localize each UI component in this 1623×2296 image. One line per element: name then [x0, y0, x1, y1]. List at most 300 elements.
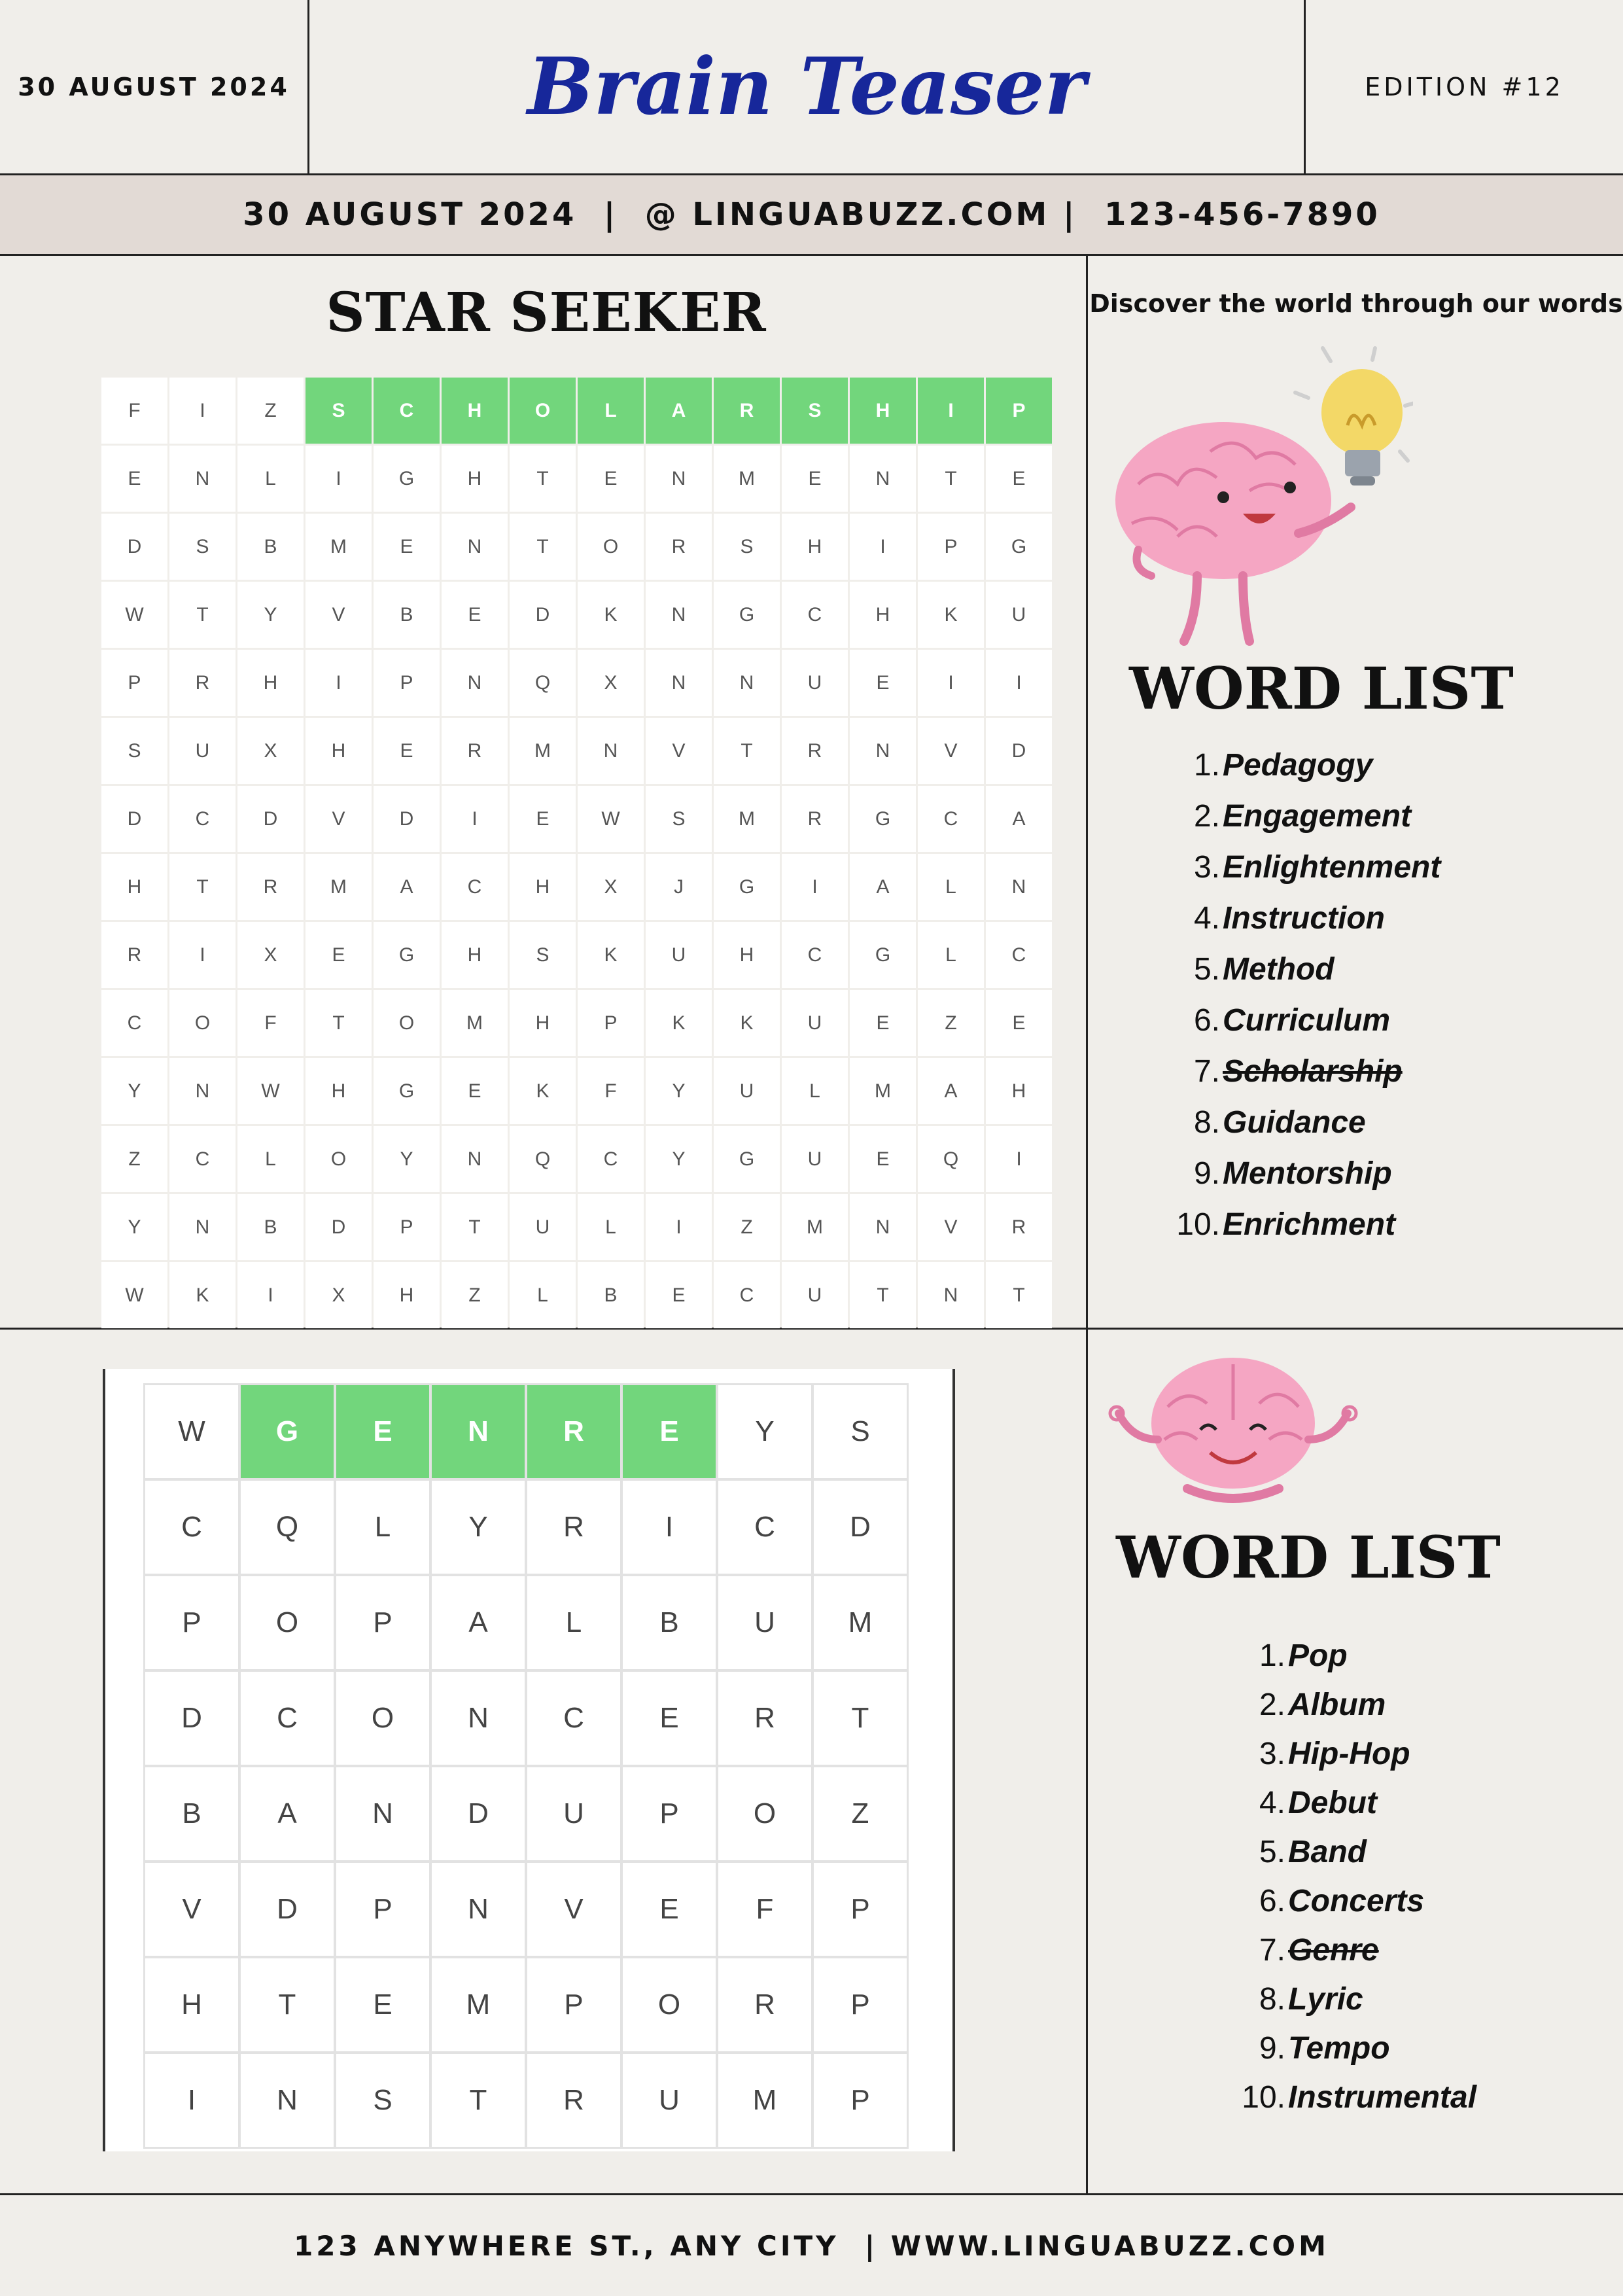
grid-cell: C: [718, 1481, 811, 1574]
grid-cell: E: [850, 1126, 916, 1192]
word-list-title: WORD LIST: [1129, 654, 1514, 722]
grid-cell: O: [718, 1767, 811, 1860]
grid-cell: G: [374, 446, 440, 512]
grid-cell: O: [169, 990, 236, 1056]
grid-cell: Z: [442, 1262, 508, 1328]
grid-cell: O: [510, 378, 576, 444]
grid-cell: T: [305, 990, 372, 1056]
word-number: 8.: [1259, 1982, 1285, 2017]
word: Curriculum: [1223, 1002, 1391, 1038]
grid-cell: I: [145, 2054, 238, 2147]
word-list-item: [1240, 1975, 1476, 2024]
info-band: [0, 175, 1623, 254]
grid-cell: I: [623, 1481, 716, 1574]
grid-cell: I: [305, 650, 372, 716]
grid-cell: D: [101, 786, 167, 852]
grid-cell: U: [718, 1576, 811, 1669]
grid-cell: K: [578, 582, 644, 648]
grid-cell: U: [986, 582, 1052, 648]
grid-cell: N: [169, 446, 236, 512]
grid-cell: G: [374, 1058, 440, 1124]
word-list-item: [1174, 841, 1440, 892]
grid-cell: N: [169, 1058, 236, 1124]
grid-cell: C: [782, 922, 848, 988]
grid-cell: E: [442, 1058, 508, 1124]
grid-cell: T: [814, 1672, 907, 1765]
grid-cell: D: [237, 786, 304, 852]
grid-cell: R: [718, 1672, 811, 1765]
grid-cell: A: [241, 1767, 334, 1860]
grid-cell: A: [986, 786, 1052, 852]
word-number: 10.: [1242, 2080, 1285, 2115]
page-title: Brain Teaser: [527, 41, 1086, 133]
grid-cell: L: [578, 1194, 644, 1260]
grid-cell: D: [814, 1481, 907, 1574]
grid-cell: Q: [241, 1481, 334, 1574]
brain-lightbulb-icon: [1112, 340, 1413, 648]
word: Instruction: [1223, 900, 1385, 936]
word: Concerts: [1288, 1884, 1425, 1918]
grid-cell: R: [986, 1194, 1052, 1260]
footer-separator: |: [864, 2229, 879, 2262]
meditating-brain-icon: [1102, 1348, 1364, 1515]
grid-cell: L: [237, 1126, 304, 1192]
grid-cell: O: [578, 514, 644, 580]
grid-cell: E: [305, 922, 372, 988]
word-number: 5.: [1193, 951, 1220, 987]
grid-cell: P: [623, 1767, 716, 1860]
grid-cell: I: [237, 1262, 304, 1328]
grid-cell: P: [814, 1958, 907, 2051]
word: Tempo: [1288, 2031, 1390, 2066]
word: Mentorship: [1223, 1156, 1392, 1191]
grid-cell: N: [442, 514, 508, 580]
grid-cell: R: [442, 718, 508, 784]
grid-cell: N: [336, 1767, 429, 1860]
grid-cell: N: [432, 1672, 525, 1765]
grid-cell: H: [986, 1058, 1052, 1124]
word-number: 3.: [1193, 849, 1220, 885]
word: Lyric: [1288, 1982, 1363, 2017]
grid-cell: G: [850, 786, 916, 852]
grid-cell: P: [101, 650, 167, 716]
grid-cell: S: [714, 514, 780, 580]
word-number: 9.: [1259, 2031, 1285, 2066]
grid-cell: G: [374, 922, 440, 988]
word: Method: [1223, 951, 1335, 987]
word-number: 1.: [1259, 1638, 1285, 1673]
word-number: 10.: [1176, 1207, 1220, 1242]
word-list-item: [1174, 995, 1440, 1046]
grid-cell: R: [782, 786, 848, 852]
grid-cell: F: [101, 378, 167, 444]
grid-cell: H: [101, 854, 167, 920]
grid-cell: A: [374, 854, 440, 920]
grid-cell: S: [169, 514, 236, 580]
grid-cell: P: [527, 1958, 620, 2051]
grid-cell: N: [850, 1194, 916, 1260]
word-number: 6.: [1259, 1884, 1285, 1918]
grid-cell: P: [336, 1863, 429, 1956]
grid-cell: R: [718, 1958, 811, 2051]
puzzle-title: STAR SEEKER: [326, 281, 767, 344]
grid-cell: V: [305, 582, 372, 648]
grid-cell: M: [305, 514, 372, 580]
word-list-title: WORD LIST: [1116, 1523, 1501, 1591]
word-number: 3.: [1259, 1737, 1285, 1771]
word-list-2: [1240, 1631, 1476, 2122]
grid-cell: C: [241, 1672, 334, 1765]
grid-cell: T: [986, 1262, 1052, 1328]
band-website: @ LINGUABUZZ.COM: [644, 196, 1050, 233]
word-number: 2.: [1259, 1687, 1285, 1722]
grid-cell: H: [510, 854, 576, 920]
grid-cell: H: [510, 990, 576, 1056]
grid-cell: V: [305, 786, 372, 852]
word-list-item: [1240, 1828, 1476, 1877]
grid-cell: M: [305, 854, 372, 920]
grid-cell: C: [782, 582, 848, 648]
grid-cell: T: [169, 854, 236, 920]
word: Hip-Hop: [1288, 1737, 1410, 1771]
grid-cell: B: [237, 1194, 304, 1260]
grid-cell: Z: [814, 1767, 907, 1860]
word-list-item: [1240, 1680, 1476, 1729]
grid-cell: B: [145, 1767, 238, 1860]
grid-cell: C: [442, 854, 508, 920]
grid-cell: Y: [374, 1126, 440, 1192]
grid-cell: M: [442, 990, 508, 1056]
grid-cell: R: [782, 718, 848, 784]
grid-cell: T: [510, 446, 576, 512]
grid-cell: P: [145, 1576, 238, 1669]
grid-cell: S: [814, 1385, 907, 1478]
grid-cell: P: [374, 1194, 440, 1260]
grid-cell: N: [646, 650, 712, 716]
grid-cell: I: [169, 378, 236, 444]
grid-cell: H: [442, 922, 508, 988]
grid-cell: L: [918, 922, 984, 988]
word-number: 4.: [1259, 1786, 1285, 1820]
grid-cell: E: [510, 786, 576, 852]
tagline: Discover the world through our words: [1089, 289, 1623, 318]
grid-cell: C: [986, 922, 1052, 988]
grid-cell: X: [237, 718, 304, 784]
grid-cell: X: [578, 650, 644, 716]
grid-cell: Z: [101, 1126, 167, 1192]
grid-cell: E: [623, 1672, 716, 1765]
word-list-item: [1240, 1926, 1476, 1975]
grid-cell: V: [646, 718, 712, 784]
grid-cell: H: [145, 1958, 238, 2051]
grid-cell: U: [782, 990, 848, 1056]
grid-cell: M: [814, 1576, 907, 1669]
grid-cell: T: [850, 1262, 916, 1328]
grid-cell: E: [374, 514, 440, 580]
word: Band: [1288, 1835, 1367, 1869]
word: Guidance: [1223, 1104, 1366, 1140]
grid-cell: Y: [718, 1385, 811, 1478]
word-number: 7.: [1259, 1933, 1285, 1968]
grid-cell: M: [850, 1058, 916, 1124]
word-number: 7.: [1193, 1053, 1220, 1089]
grid-cell: N: [432, 1863, 525, 1956]
grid-cell: I: [850, 514, 916, 580]
word: Enlightenment: [1223, 849, 1441, 885]
grid-cell: V: [527, 1863, 620, 1956]
word-list-item: [1240, 1877, 1476, 1926]
grid-cell: B: [374, 582, 440, 648]
word-number: 6.: [1193, 1002, 1220, 1038]
grid-cell: A: [646, 378, 712, 444]
grid-cell: R: [646, 514, 712, 580]
found-word: Genre: [1288, 1933, 1379, 1968]
grid-cell: M: [782, 1194, 848, 1260]
grid-cell: N: [432, 1385, 525, 1478]
grid-cell: R: [169, 650, 236, 716]
grid-cell: A: [850, 854, 916, 920]
grid-cell: O: [305, 1126, 372, 1192]
footer-website: WWW.LINGUABUZZ.COM: [890, 2229, 1329, 2262]
grid-cell: U: [782, 1126, 848, 1192]
column-divider: [1086, 256, 1088, 2195]
grid-cell: B: [578, 1262, 644, 1328]
band-separator: |: [1063, 196, 1077, 233]
footer: [0, 2195, 1623, 2296]
grid-cell: D: [305, 1194, 372, 1260]
grid-cell: N: [578, 718, 644, 784]
grid-cell: C: [101, 990, 167, 1056]
grid-cell: W: [578, 786, 644, 852]
word-list-item: [1174, 1199, 1440, 1250]
grid-cell: H: [237, 650, 304, 716]
grid-cell: S: [305, 378, 372, 444]
grid-cell: T: [241, 1958, 334, 2051]
grid-cell: D: [986, 718, 1052, 784]
grid-cell: N: [169, 1194, 236, 1260]
grid-cell: L: [918, 854, 984, 920]
word-search-grid-2: [143, 1383, 909, 2149]
grid-cell: M: [714, 786, 780, 852]
word-list-item: [1174, 739, 1440, 790]
grid-cell: E: [986, 990, 1052, 1056]
grid-cell: Y: [101, 1194, 167, 1260]
grid-cell: W: [101, 1262, 167, 1328]
word-list-item: [1240, 1631, 1476, 1680]
grid-cell: P: [578, 990, 644, 1056]
grid-cell: H: [850, 378, 916, 444]
grid-cell: M: [718, 2054, 811, 2147]
grid-cell: P: [336, 1576, 429, 1669]
grid-cell: L: [237, 446, 304, 512]
grid-cell: I: [918, 378, 984, 444]
grid-cell: Y: [101, 1058, 167, 1124]
grid-cell: E: [850, 650, 916, 716]
grid-cell: Z: [714, 1194, 780, 1260]
grid-cell: Y: [432, 1481, 525, 1574]
grid-cell: W: [101, 582, 167, 648]
grid-cell: E: [101, 446, 167, 512]
footer-address: 123 ANYWHERE ST., ANY CITY: [294, 2229, 839, 2262]
grid-cell: F: [578, 1058, 644, 1124]
grid-cell: O: [623, 1958, 716, 2051]
grid-cell: K: [646, 990, 712, 1056]
grid-cell: D: [101, 514, 167, 580]
grid-cell: T: [432, 2054, 525, 2147]
grid-cell: Y: [646, 1126, 712, 1192]
grid-cell: U: [714, 1058, 780, 1124]
word-list-item: [1240, 2073, 1476, 2122]
grid-cell: H: [442, 378, 508, 444]
word-list-item: [1174, 1046, 1440, 1097]
grid-cell: X: [237, 922, 304, 988]
grid-cell: E: [986, 446, 1052, 512]
grid-cell: T: [442, 1194, 508, 1260]
grid-cell: P: [374, 650, 440, 716]
grid-cell: R: [714, 378, 780, 444]
grid-cell: W: [237, 1058, 304, 1124]
grid-cell: S: [336, 2054, 429, 2147]
grid-cell: N: [714, 650, 780, 716]
word-list-item: [1174, 944, 1440, 995]
grid-cell: Q: [510, 650, 576, 716]
grid-cell: G: [714, 854, 780, 920]
grid-cell: G: [850, 922, 916, 988]
band-separator: |: [603, 196, 618, 233]
grid-cell: H: [305, 718, 372, 784]
grid-cell: U: [646, 922, 712, 988]
grid-cell: E: [782, 446, 848, 512]
grid-cell: A: [918, 1058, 984, 1124]
word-list-item: [1174, 1097, 1440, 1148]
grid-cell: N: [986, 854, 1052, 920]
grid-cell: N: [646, 582, 712, 648]
grid-cell: P: [814, 1863, 907, 1956]
word-number: 5.: [1259, 1835, 1285, 1869]
grid-cell: L: [510, 1262, 576, 1328]
puzzle-2-panel: [103, 1369, 955, 2151]
grid-cell: L: [336, 1481, 429, 1574]
grid-cell: E: [646, 1262, 712, 1328]
grid-cell: K: [578, 922, 644, 988]
grid-cell: U: [623, 2054, 716, 2147]
grid-cell: F: [237, 990, 304, 1056]
found-word: Scholarship: [1223, 1053, 1403, 1089]
word: Debut: [1288, 1786, 1377, 1820]
word: Album: [1288, 1687, 1386, 1722]
grid-cell: P: [814, 2054, 907, 2147]
grid-cell: P: [986, 378, 1052, 444]
grid-cell: O: [374, 990, 440, 1056]
band-phone: 123-456-7890: [1104, 196, 1380, 233]
grid-cell: C: [714, 1262, 780, 1328]
grid-cell: T: [714, 718, 780, 784]
band-date: 30 AUGUST 2024: [243, 196, 577, 233]
grid-cell: I: [782, 854, 848, 920]
grid-cell: C: [527, 1672, 620, 1765]
grid-cell: E: [850, 990, 916, 1056]
word-list-item: [1240, 1778, 1476, 1828]
word: Enrichment: [1223, 1207, 1396, 1242]
grid-cell: H: [305, 1058, 372, 1124]
word-search-grid-1: [101, 378, 1052, 1328]
grid-cell: K: [714, 990, 780, 1056]
grid-cell: R: [527, 1385, 620, 1478]
grid-cell: Y: [646, 1058, 712, 1124]
grid-cell: K: [510, 1058, 576, 1124]
grid-cell: C: [374, 378, 440, 444]
grid-cell: X: [578, 854, 644, 920]
grid-cell: Q: [918, 1126, 984, 1192]
grid-cell: H: [374, 1262, 440, 1328]
grid-cell: J: [646, 854, 712, 920]
grid-cell: G: [714, 582, 780, 648]
grid-cell: R: [101, 922, 167, 988]
word-number: 4.: [1193, 900, 1220, 936]
grid-cell: R: [237, 854, 304, 920]
grid-cell: G: [986, 514, 1052, 580]
grid-cell: U: [527, 1767, 620, 1860]
grid-cell: C: [578, 1126, 644, 1192]
grid-cell: K: [918, 582, 984, 648]
edition-label: EDITION #12: [1365, 72, 1564, 101]
grid-cell: O: [336, 1672, 429, 1765]
grid-cell: D: [374, 786, 440, 852]
header-date: 30 AUGUST 2024: [18, 72, 290, 101]
grid-cell: L: [782, 1058, 848, 1124]
grid-cell: G: [241, 1385, 334, 1478]
grid-cell: T: [918, 446, 984, 512]
grid-cell: V: [918, 1194, 984, 1260]
grid-cell: Z: [237, 378, 304, 444]
grid-cell: V: [145, 1863, 238, 1956]
grid-cell: N: [850, 718, 916, 784]
grid-cell: N: [442, 650, 508, 716]
grid-cell: G: [714, 1126, 780, 1192]
grid-cell: U: [169, 718, 236, 784]
word-list-item: [1174, 1148, 1440, 1199]
word-number: 2.: [1193, 798, 1220, 834]
grid-cell: C: [169, 786, 236, 852]
grid-cell: B: [623, 1576, 716, 1669]
grid-cell: N: [442, 1126, 508, 1192]
grid-cell: T: [510, 514, 576, 580]
word-list-item: [1240, 2024, 1476, 2073]
grid-cell: H: [782, 514, 848, 580]
grid-cell: Z: [918, 990, 984, 1056]
grid-cell: U: [510, 1194, 576, 1260]
grid-cell: M: [432, 1958, 525, 2051]
grid-cell: D: [510, 582, 576, 648]
grid-cell: E: [336, 1958, 429, 2051]
grid-cell: R: [527, 1481, 620, 1574]
word: Pedagogy: [1223, 747, 1373, 783]
word-number: 1.: [1193, 747, 1220, 783]
word: Engagement: [1223, 798, 1412, 834]
grid-cell: F: [718, 1863, 811, 1956]
grid-cell: Q: [510, 1126, 576, 1192]
grid-cell: V: [918, 718, 984, 784]
word-number: 8.: [1193, 1104, 1220, 1140]
grid-cell: S: [646, 786, 712, 852]
grid-cell: C: [145, 1481, 238, 1574]
grid-cell: I: [918, 650, 984, 716]
grid-cell: S: [782, 378, 848, 444]
grid-cell: E: [374, 718, 440, 784]
grid-cell: M: [714, 446, 780, 512]
grid-cell: E: [623, 1863, 716, 1956]
grid-cell: A: [432, 1576, 525, 1669]
